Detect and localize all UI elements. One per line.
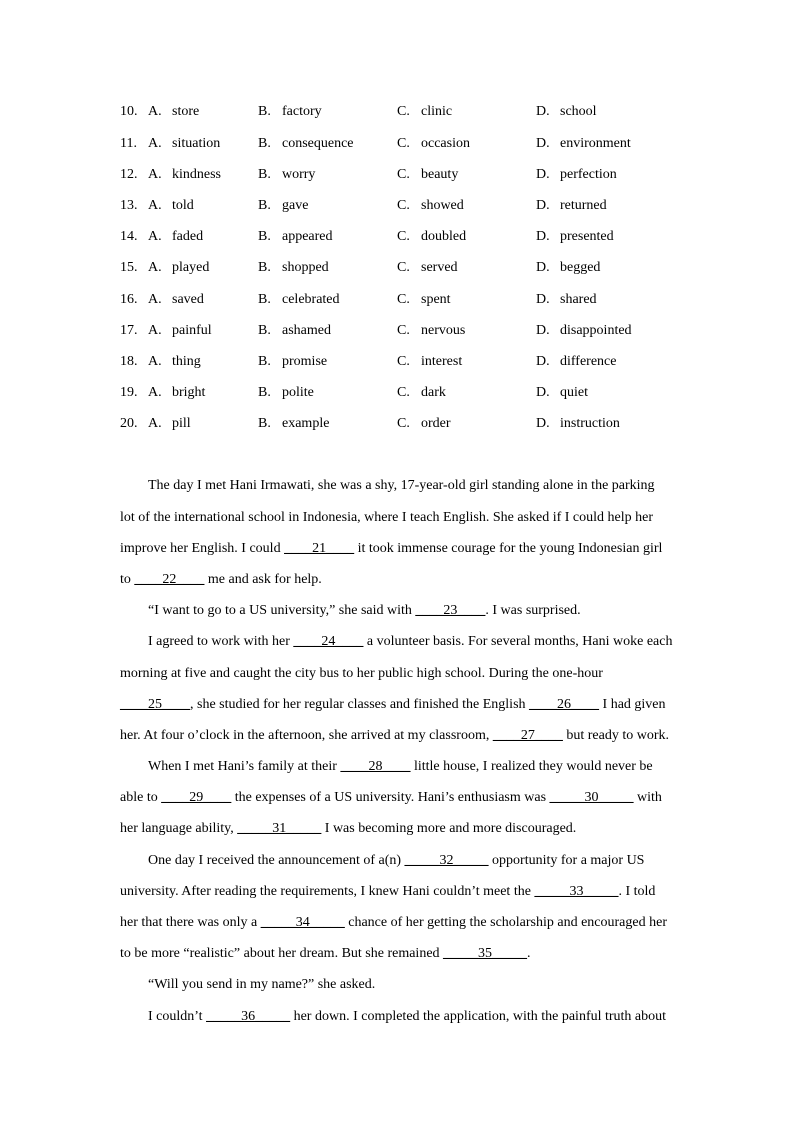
choice-letter: D.	[536, 166, 550, 182]
choice-text: clinic	[421, 104, 453, 120]
passage-line	[120, 689, 720, 720]
choice-text: promise	[282, 353, 328, 369]
choice-letter: D.	[536, 104, 550, 120]
choice-letter: A.	[148, 135, 162, 151]
choice-letter: A.	[148, 260, 162, 276]
question-number: 14.	[120, 229, 138, 245]
answer-options-list	[120, 96, 686, 439]
question-number: 17.	[120, 322, 138, 338]
passage-text: .	[527, 946, 531, 962]
answer-blank: ____27____	[492, 727, 563, 743]
answer-blank: ____22____	[134, 571, 205, 587]
passage-line	[120, 470, 720, 501]
choice-text: celebrated	[282, 291, 340, 307]
choice-text: ashamed	[282, 322, 331, 338]
passage-text: , she studied for her regular classes and finished the English	[190, 696, 530, 712]
passage-text: I couldn’t	[148, 1008, 207, 1024]
choice-letter: C.	[397, 291, 410, 307]
answer-choice	[258, 190, 397, 221]
passage-paragraph	[120, 470, 720, 595]
choice-text: pill	[172, 416, 191, 432]
choice-text: thing	[172, 353, 201, 369]
passage-paragraph	[120, 626, 720, 751]
question-number: 13.	[120, 197, 138, 213]
choice-text: told	[172, 197, 194, 213]
choice-letter: A.	[148, 416, 162, 432]
choice-text: quiet	[560, 385, 588, 401]
passage-text: I was becoming more and more discouraged.	[321, 821, 577, 837]
choice-letter: C.	[397, 322, 410, 338]
passage-text: a volunteer basis. For several months, Hani woke each	[363, 634, 673, 650]
question-row	[120, 315, 686, 346]
question-number: 18.	[120, 353, 138, 369]
answer-choice	[148, 190, 258, 221]
choice-text: situation	[172, 135, 221, 151]
answer-choice	[536, 128, 686, 159]
question-row	[120, 221, 686, 252]
answer-blank: _____32_____	[404, 852, 489, 868]
choice-text: appeared	[282, 229, 333, 245]
passage-text: I agreed to work with her	[148, 634, 294, 650]
answer-choice	[536, 284, 686, 315]
answer-choice	[397, 315, 536, 346]
answer-choice	[258, 377, 397, 408]
passage-line	[120, 626, 720, 657]
passage-text: chance of her getting the scholarship and encouraged her	[344, 915, 667, 931]
passage-text: opportunity for a major US	[488, 852, 645, 868]
choice-letter: C.	[397, 260, 410, 276]
choice-letter: B.	[258, 322, 271, 338]
question-row	[120, 408, 686, 439]
answer-choice	[258, 159, 397, 190]
answer-choice	[148, 128, 258, 159]
choice-text: bright	[172, 385, 206, 401]
choice-letter: C.	[397, 416, 410, 432]
passage-line	[120, 782, 720, 813]
passage-text: her down. I completed the application, with the painful truth about	[290, 1008, 667, 1024]
answer-choice	[148, 96, 258, 127]
answer-blank: ____28____	[340, 759, 411, 775]
choice-text: worry	[282, 166, 316, 182]
choice-text: played	[172, 260, 210, 276]
question-row	[120, 346, 686, 377]
choice-letter: A.	[148, 322, 162, 338]
choice-letter: D.	[536, 229, 550, 245]
choice-text: shopped	[282, 260, 329, 276]
answer-choice	[258, 346, 397, 377]
choice-letter: D.	[536, 291, 550, 307]
choice-text: perfection	[560, 166, 617, 182]
answer-choice	[397, 128, 536, 159]
choice-text: instruction	[560, 416, 620, 432]
passage-text: her. At four o’clock in the afternoon, she arrived at my classroom,	[120, 727, 493, 743]
choice-text: doubled	[421, 229, 467, 245]
passage-line	[120, 1001, 720, 1032]
passage-text: One day I received the announcement of a(n)	[148, 852, 405, 868]
choice-text: school	[560, 104, 597, 120]
passage-text: her language ability,	[120, 821, 238, 837]
choice-letter: D.	[536, 385, 550, 401]
passage-text: morning at five and caught the city bus to her public high school. During the one-hour	[120, 665, 603, 681]
question-number: 20.	[120, 416, 138, 432]
choice-text: gave	[282, 197, 309, 213]
choice-letter: C.	[397, 197, 410, 213]
choice-text: served	[421, 260, 458, 276]
answer-choice	[397, 377, 536, 408]
choice-text: painful	[172, 322, 212, 338]
answer-choice	[397, 96, 536, 127]
answer-choice	[148, 315, 258, 346]
choice-letter: A.	[148, 229, 162, 245]
passage-text: with	[633, 790, 662, 806]
answer-choice	[258, 128, 397, 159]
question-row	[120, 128, 686, 159]
passage-text: me and ask for help.	[204, 571, 322, 587]
choice-text: store	[172, 104, 200, 120]
answer-choice	[148, 408, 258, 439]
question-row	[120, 377, 686, 408]
choice-text: polite	[282, 385, 314, 401]
passage-text: . I was surprised.	[485, 603, 581, 619]
choice-text: saved	[172, 291, 204, 307]
answer-choice	[148, 252, 258, 283]
choice-text: factory	[282, 104, 322, 120]
choice-text: occasion	[421, 135, 470, 151]
choice-letter: D.	[536, 416, 550, 432]
passage-text: able to	[120, 790, 162, 806]
passage-paragraph	[120, 595, 720, 626]
answer-blank: ____21____	[284, 540, 355, 556]
passage-line	[120, 595, 720, 626]
choice-text: kindness	[172, 166, 221, 182]
passage-text: but ready to work.	[562, 727, 669, 743]
passage-text: I had given	[599, 696, 666, 712]
question-number: 15.	[120, 260, 138, 276]
answer-blank: _____31_____	[237, 821, 322, 837]
passage-line	[120, 720, 720, 751]
passage-text: it took immense courage for the young Indonesian girl	[354, 540, 663, 556]
choice-letter: D.	[536, 197, 550, 213]
answer-choice	[536, 315, 686, 346]
passage-line	[120, 751, 720, 782]
choice-text: beauty	[421, 166, 459, 182]
answer-choice	[536, 159, 686, 190]
answer-choice	[258, 315, 397, 346]
passage-text: “Will you send in my name?” she asked.	[148, 977, 376, 993]
choice-text: returned	[560, 197, 607, 213]
answer-choice	[397, 346, 536, 377]
choice-text: spent	[421, 291, 451, 307]
choice-text: consequence	[282, 135, 354, 151]
passage-text: the expenses of a US university. Hani’s enthusiasm was	[231, 790, 550, 806]
question-row	[120, 159, 686, 190]
choice-text: faded	[172, 229, 204, 245]
passage-paragraph	[120, 969, 720, 1000]
choice-text: disappointed	[560, 322, 632, 338]
answer-choice	[258, 408, 397, 439]
choice-letter: A.	[148, 197, 162, 213]
choice-letter: A.	[148, 291, 162, 307]
question-number: 16.	[120, 291, 138, 307]
choice-text: presented	[560, 229, 614, 245]
passage-text: to be more “realistic” about her dream. But she remained	[120, 946, 444, 962]
answer-choice	[536, 221, 686, 252]
answer-choice	[148, 284, 258, 315]
question-row	[120, 252, 686, 283]
answer-blank: ____25____	[120, 696, 190, 712]
answer-choice	[148, 159, 258, 190]
choice-letter: D.	[536, 322, 550, 338]
answer-choice	[258, 221, 397, 252]
answer-choice	[258, 252, 397, 283]
choice-letter: D.	[536, 353, 550, 369]
answer-choice	[536, 408, 686, 439]
answer-choice	[397, 408, 536, 439]
answer-blank: _____30_____	[549, 790, 634, 806]
answer-blank: ____26____	[529, 696, 600, 712]
choice-letter: A.	[148, 104, 162, 120]
choice-text: shared	[560, 291, 597, 307]
question-number: 19.	[120, 385, 138, 401]
answer-blank: _____33_____	[534, 883, 619, 899]
answer-choice	[397, 190, 536, 221]
choice-letter: A.	[148, 353, 162, 369]
choice-letter: B.	[258, 135, 271, 151]
answer-blank: ____23____	[415, 603, 486, 619]
choice-text: begged	[560, 260, 601, 276]
passage-line	[120, 533, 720, 564]
answer-choice	[258, 96, 397, 127]
choice-letter: B.	[258, 416, 271, 432]
answer-choice	[536, 377, 686, 408]
choice-text: interest	[421, 353, 463, 369]
question-number: 10.	[120, 104, 138, 120]
choice-letter: D.	[536, 135, 550, 151]
choice-letter: B.	[258, 260, 271, 276]
passage-text: improve her English. I could	[120, 540, 285, 556]
passage-text: her that there was only a	[120, 915, 261, 931]
answer-choice	[536, 346, 686, 377]
answer-choice	[148, 221, 258, 252]
question-row	[120, 96, 686, 127]
passage-line	[120, 658, 720, 689]
passage-text: lot of the international school in Indonesia, where I teach English. She asked if I could help her	[120, 509, 654, 525]
passage-paragraph	[120, 1001, 720, 1032]
passage-text: . I told	[618, 883, 656, 899]
choice-letter: B.	[258, 229, 271, 245]
choice-text: nervous	[421, 322, 466, 338]
choice-letter: B.	[258, 353, 271, 369]
choice-text: environment	[560, 135, 631, 151]
question-number: 11.	[120, 135, 137, 151]
answer-choice	[148, 346, 258, 377]
choice-text: dark	[421, 385, 446, 401]
answer-choice	[258, 284, 397, 315]
answer-blank: ____29____	[161, 790, 232, 806]
choice-letter: A.	[148, 166, 162, 182]
passage-line	[120, 813, 720, 844]
choice-text: example	[282, 416, 330, 432]
choice-text: showed	[421, 197, 464, 213]
answer-blank: _____34_____	[260, 915, 345, 931]
choice-letter: C.	[397, 104, 410, 120]
passage-text: The day I met Hani Irmawati, she was a shy, 17-year-old girl standing alone in the parking	[148, 478, 655, 494]
answer-choice	[397, 159, 536, 190]
answer-blank: _____35_____	[443, 946, 528, 962]
passage-line	[120, 564, 720, 595]
choice-letter: C.	[397, 385, 410, 401]
answer-choice	[536, 252, 686, 283]
question-row	[120, 284, 686, 315]
choice-letter: B.	[258, 385, 271, 401]
passage-line	[120, 502, 720, 533]
choice-letter: A.	[148, 385, 162, 401]
choice-text: order	[421, 416, 451, 432]
choice-letter: B.	[258, 291, 271, 307]
passage-text: little house, I realized they would never be	[410, 759, 653, 775]
choice-letter: C.	[397, 166, 410, 182]
answer-blank: _____36_____	[206, 1008, 291, 1024]
passage-text: university. After reading the requirements, I knew Hani couldn’t meet the	[120, 883, 535, 899]
passage-line	[120, 876, 720, 907]
choice-text: difference	[560, 353, 617, 369]
answer-choice	[536, 190, 686, 221]
passage-line	[120, 845, 720, 876]
answer-choice	[397, 221, 536, 252]
answer-choice	[536, 96, 686, 127]
choice-letter: B.	[258, 197, 271, 213]
reading-passage	[120, 470, 720, 1031]
answer-blank: ____24____	[293, 634, 364, 650]
choice-letter: D.	[536, 260, 550, 276]
passage-paragraph	[120, 751, 720, 845]
passage-line	[120, 938, 720, 969]
question-row	[120, 190, 686, 221]
passage-line	[120, 907, 720, 938]
answer-choice	[397, 252, 536, 283]
choice-letter: C.	[397, 229, 410, 245]
passage-text: When I met Hani’s family at their	[148, 759, 341, 775]
passage-text: to	[120, 571, 135, 587]
answer-choice	[397, 284, 536, 315]
choice-letter: B.	[258, 166, 271, 182]
question-number: 12.	[120, 166, 138, 182]
choice-letter: C.	[397, 353, 410, 369]
passage-paragraph	[120, 845, 720, 970]
choice-letter: B.	[258, 104, 271, 120]
choice-letter: C.	[397, 135, 410, 151]
passage-line	[120, 969, 720, 1000]
answer-choice	[148, 377, 258, 408]
passage-text: “I want to go to a US university,” she said with	[148, 603, 416, 619]
